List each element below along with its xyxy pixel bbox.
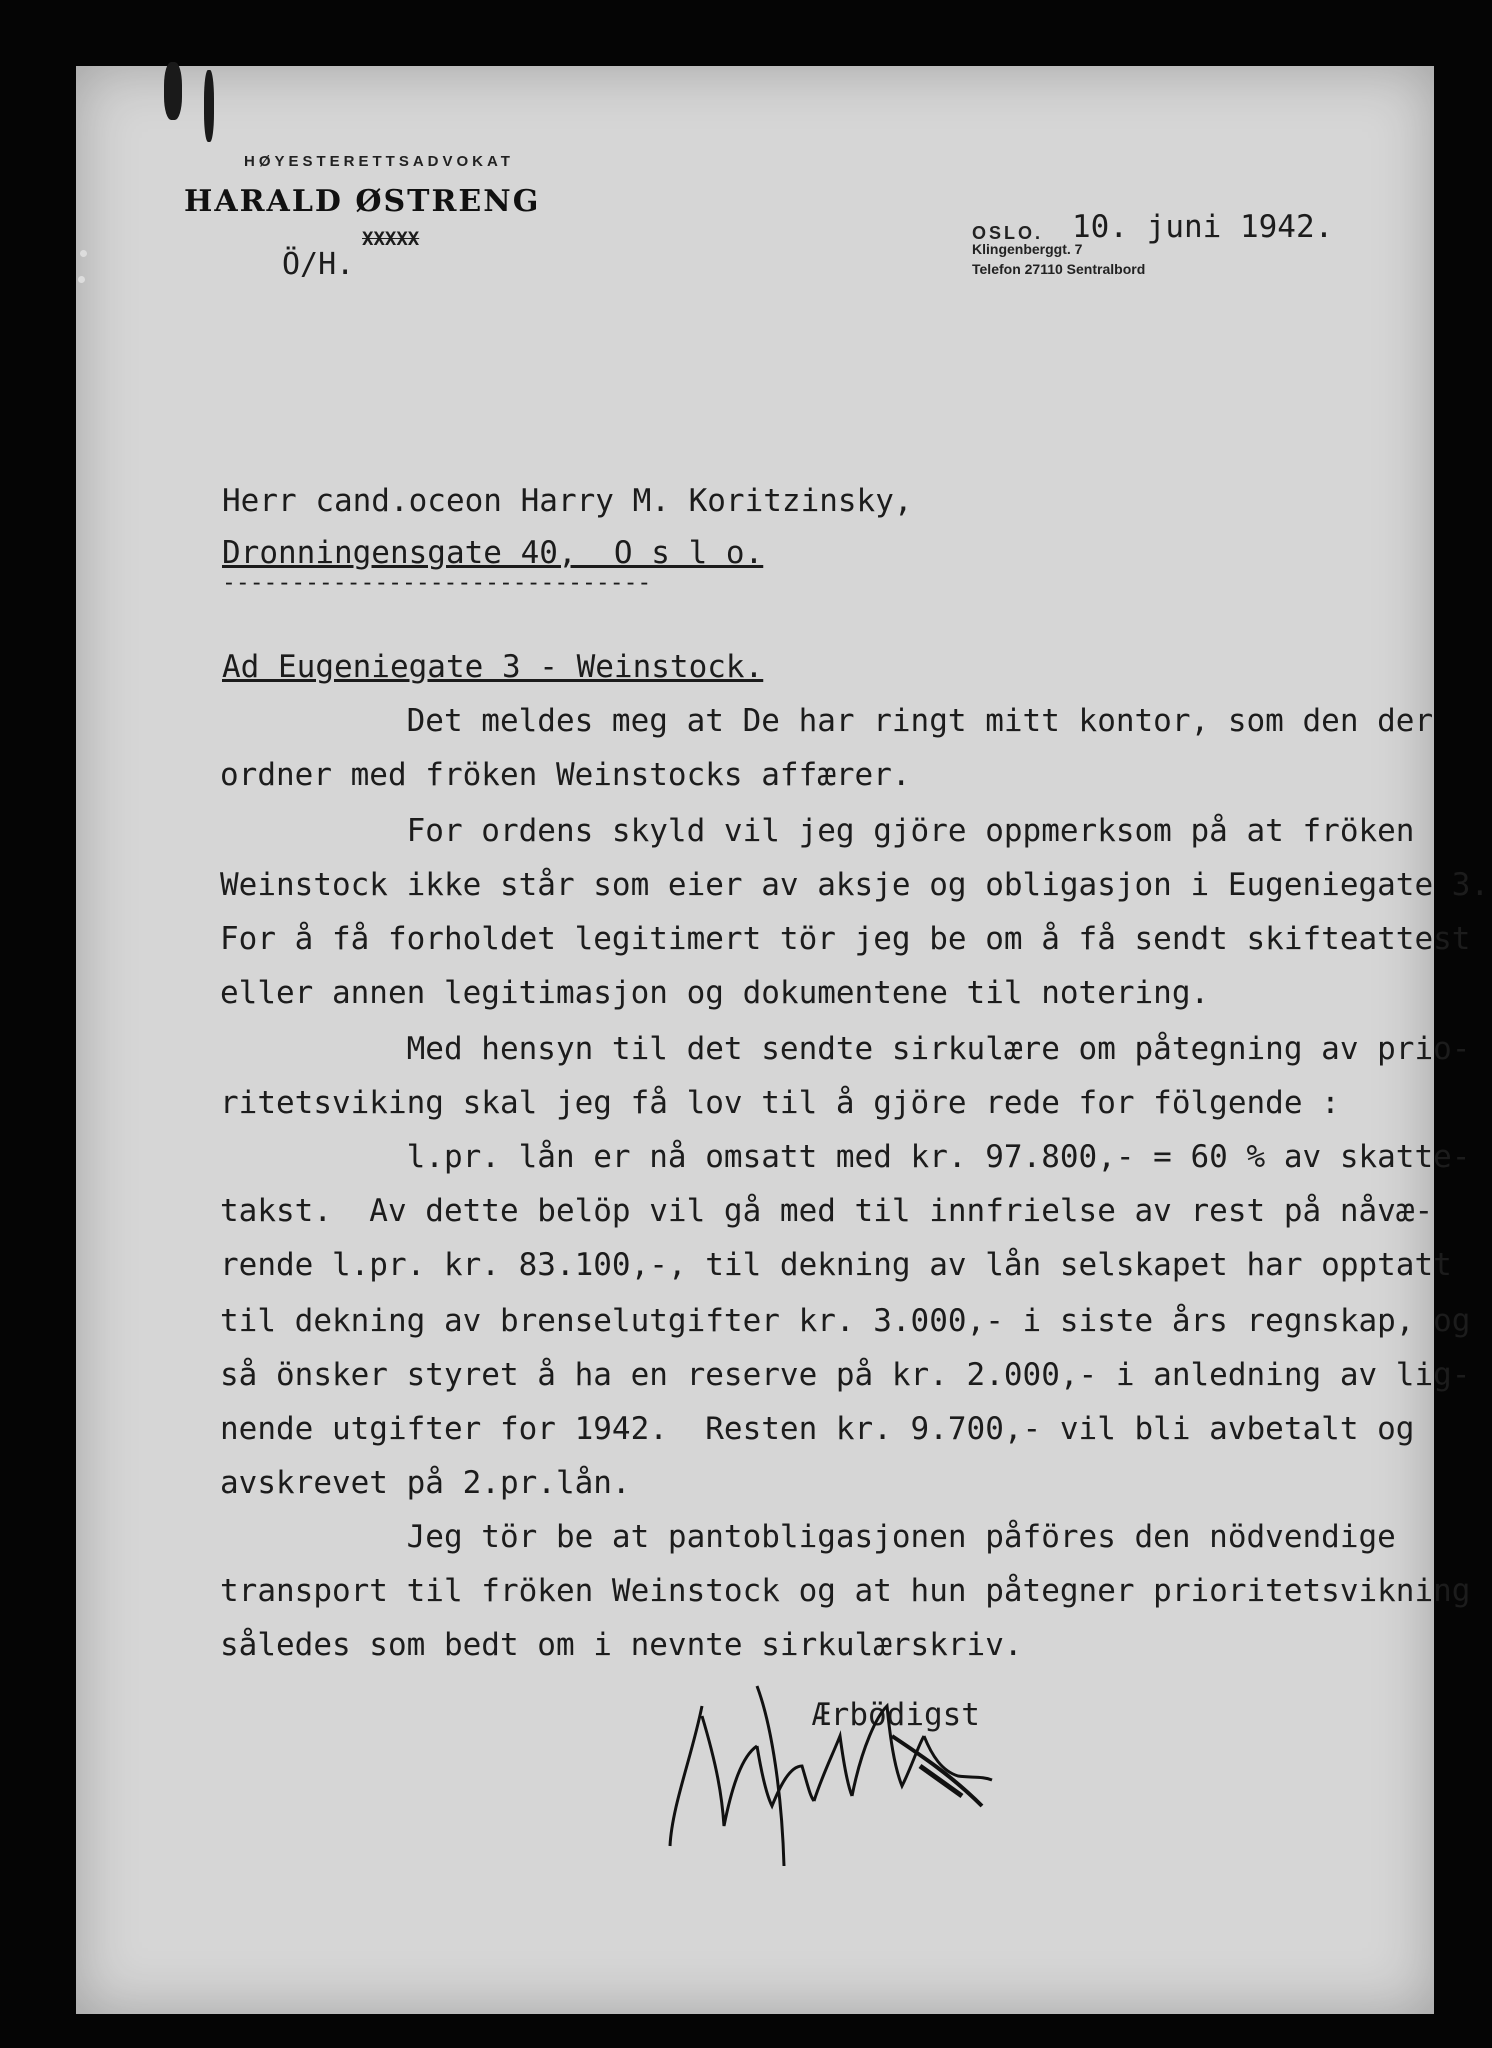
body-line: For ordens skyld vil jeg gjöre oppmerksom på at fröken xyxy=(220,813,1415,849)
body-line: Jeg tör be at pantobligasjonen påföres den nödvendige xyxy=(220,1519,1396,1555)
body-line: Weinstock ikke står som eier av aksje og obligasjon i Eugeniegate 3. xyxy=(220,867,1490,903)
body-line: ordner med fröken Weinstocks affærer. xyxy=(220,757,911,793)
body-line: Det meldes meg at De har ringt mitt kontor, som den der xyxy=(220,703,1434,739)
body-line: eller annen legitimasjon og dokumentene til notering. xyxy=(220,975,1210,1011)
letter-date: 10. juni 1942. xyxy=(1072,209,1334,245)
recipient-name: Herr cand.oceon Harry M. Koritzinsky, xyxy=(222,483,913,519)
body-line: rende l.pr. kr. 83.100,-, til dekning av lån selskapet har opptatt xyxy=(220,1247,1452,1283)
ink-smudge xyxy=(164,62,182,120)
body-line: avskrevet på 2.pr.lån. xyxy=(220,1465,631,1501)
letterhead-city: OSLO. xyxy=(972,223,1044,243)
recipient-rule: ------------------------------- xyxy=(222,570,652,596)
body-line: til dekning av brenselutgifter kr. 3.000,- i siste års regnskap, og xyxy=(220,1303,1471,1339)
body-line: således som bedt om i nevnte sirkulærskriv. xyxy=(220,1627,1023,1663)
subject-line: Ad Eugeniegate 3 - Weinstock. xyxy=(222,649,764,685)
recipient-address: Dronningensgate 40, O s l o. xyxy=(222,535,764,571)
body-line: l.pr. lån er nå omsatt med kr. 97.800,- = 60 % av skatte- xyxy=(220,1139,1471,1175)
body-line: nende utgifter for 1942. Resten kr. 9.700,- vil bli avbetalt og xyxy=(220,1411,1415,1447)
signature xyxy=(662,1676,1022,1876)
closing: Ærbödigst xyxy=(812,1697,980,1733)
ink-smudge xyxy=(204,70,214,142)
crossed-out-text: XXXXX xyxy=(362,228,420,250)
reference: Ö/H. xyxy=(282,247,355,282)
margin-dot xyxy=(78,276,85,283)
body-line: Med hensyn til det sendte sirkulære om påtegning av prio- xyxy=(220,1031,1471,1067)
letterhead-name: HARALD ØSTRENG xyxy=(184,184,541,219)
letterhead-address: Klingenberggt. 7 xyxy=(972,241,1083,257)
letter-sheet xyxy=(76,66,1490,2014)
body-line: transport til fröken Weinstock og at hun påtegner prioritetsvikning xyxy=(220,1573,1471,1609)
letterhead-phone: Telefon 27110 Sentralbord xyxy=(972,261,1146,277)
body-line: For å få forholdet legitimert tör jeg be om å få sendt skifteattest xyxy=(220,921,1471,957)
body-line: takst. Av dette belöp vil gå med til innfrielse av rest på nåvæ- xyxy=(220,1193,1434,1229)
body-line: så önsker styret å ha en reserve på kr. 2.000,- i anledning av lig- xyxy=(220,1357,1471,1393)
letterhead-title: HØYESTERETTSADVOKAT xyxy=(244,153,514,170)
body-line: ritetsviking skal jeg få lov til å gjöre rede for fölgende : xyxy=(220,1085,1340,1121)
margin-dot xyxy=(80,250,87,257)
